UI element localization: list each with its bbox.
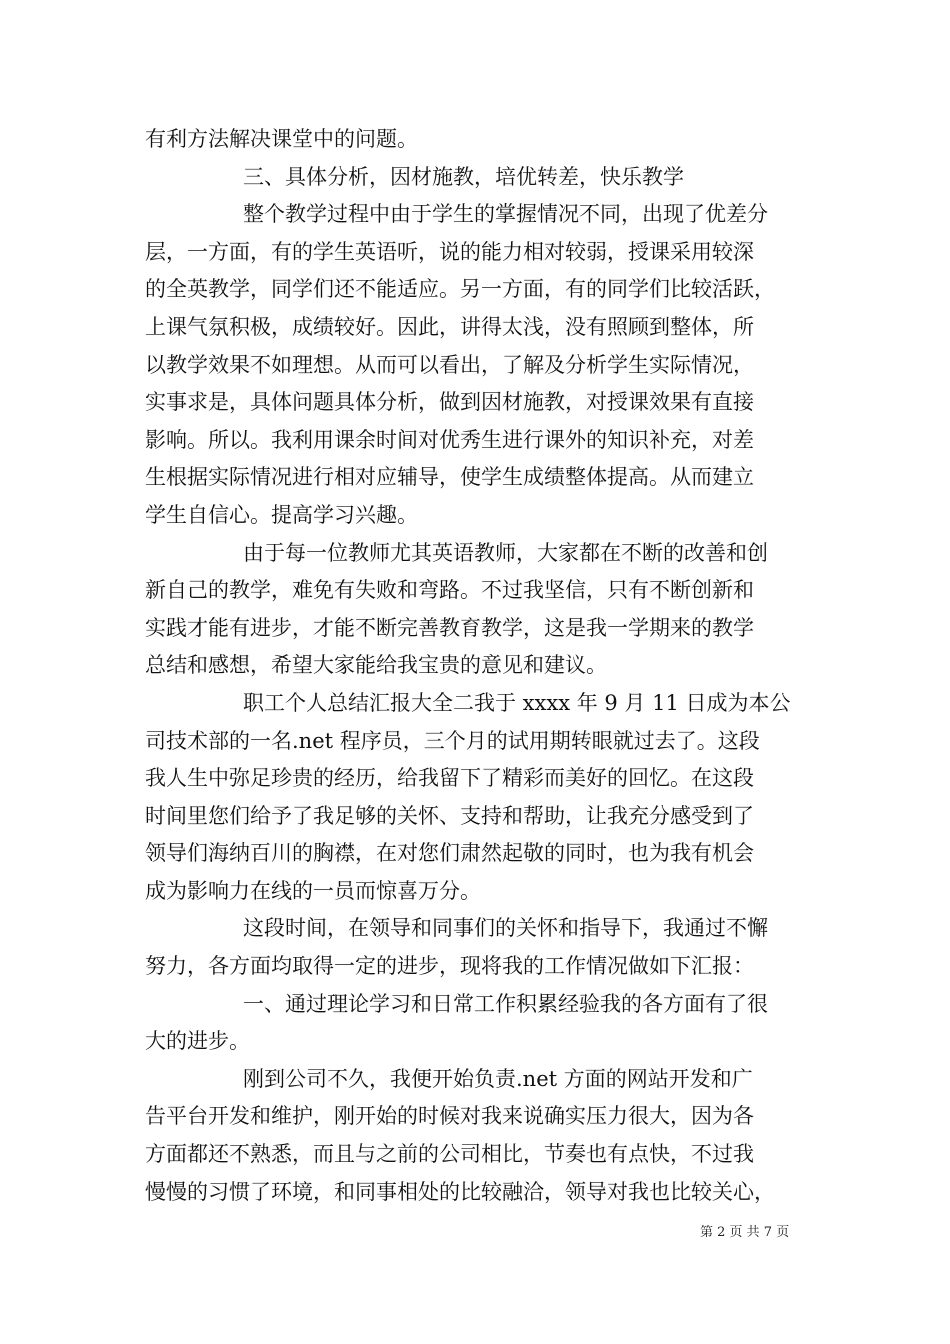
text-line: 学生自信心。提高学习兴趣。 <box>145 502 418 527</box>
text-line: 慢慢的习惯了环境，和同事相处的比较融洽，领导对我也比较关心， <box>145 1179 775 1204</box>
text-line: 上课气氛积极，成绩较好。因此，讲得太浅，没有照顾到整体，所 <box>145 314 754 339</box>
text-line: 影响。所以。我利用课余时间对优秀生进行课外的知识补充，对差 <box>145 427 754 452</box>
text-line: 以教学效果不如理想。从而可以看出，了解及分析学生实际情况， <box>145 352 754 377</box>
text-line: 生根据实际情况进行相对应辅导，使学生成绩整体提高。从而建立 <box>145 465 754 490</box>
text-line: 刚到公司不久，我便开始负责.net 方面的网站开发和广 <box>243 1066 753 1091</box>
text-line: 职工个人总结汇报大全二我于 xxxx 年 9 月 11 日成为本公 <box>243 690 791 715</box>
page-number: 第 2 页 共 7 页 <box>700 1225 790 1240</box>
text-line: 新自己的教学，难免有失败和弯路。不过我坚信，只有不断创新和 <box>145 578 754 603</box>
text-line: 成为影响力在线的一员而惊喜万分。 <box>145 878 481 903</box>
text-line: 整个教学过程中由于学生的掌握情况不同，出现了优差分 <box>243 202 768 227</box>
text-line: 总结和感想，希望大家能给我宝贵的意见和建议。 <box>145 653 607 678</box>
text-line: 大的进步。 <box>145 1029 250 1054</box>
document-body <box>145 121 807 1211</box>
text-line: 有利方法解决课堂中的问题。 <box>145 127 418 151</box>
text-line: 层，一方面，有的学生英语听，说的能力相对较弱，授课采用较深 <box>145 239 754 264</box>
text-line: 时间里您们给予了我足够的关怀、支持和帮助，让我充分感受到了 <box>145 803 754 828</box>
section-heading: 三、具体分析，因材施教，培优转差，快乐教学 <box>243 164 684 189</box>
text-line: 努力，各方面均取得一定的进步，现将我的工作情况做如下汇报： <box>145 954 754 979</box>
text-line: 我人生中弥足珍贵的经历，给我留下了精彩而美好的回忆。在这段 <box>145 766 754 791</box>
text-line: 由于每一位教师尤其英语教师，大家都在不断的改善和创 <box>243 540 768 565</box>
text-line: 方面都还不熟悉，而且与之前的公司相比，节奏也有点快，不过我 <box>145 1142 754 1167</box>
text-line: 司技术部的一名.net 程序员，三个月的试用期转眼就过去了。这段 <box>145 728 760 753</box>
section-heading: 一、通过理论学习和日常工作积累经验我的各方面有了很 <box>243 991 768 1016</box>
text-line: 实事求是，具体问题具体分析，做到因材施教，对授课效果有直接 <box>145 390 754 415</box>
text-line: 领导们海纳百川的胸襟，在对您们肃然起敬的同时，也为我有机会 <box>145 841 754 866</box>
text-line: 的全英教学，同学们还不能适应。另一方面，有的同学们比较活跃， <box>145 277 775 302</box>
text-line: 实践才能有进步，才能不断完善教育教学，这是我一学期来的教学 <box>145 615 754 640</box>
text-line: 告平台开发和维护，刚开始的时候对我来说确实压力很大，因为各 <box>145 1104 754 1129</box>
text-line: 这段时间，在领导和同事们的关怀和指导下，我通过不懈 <box>243 916 768 941</box>
